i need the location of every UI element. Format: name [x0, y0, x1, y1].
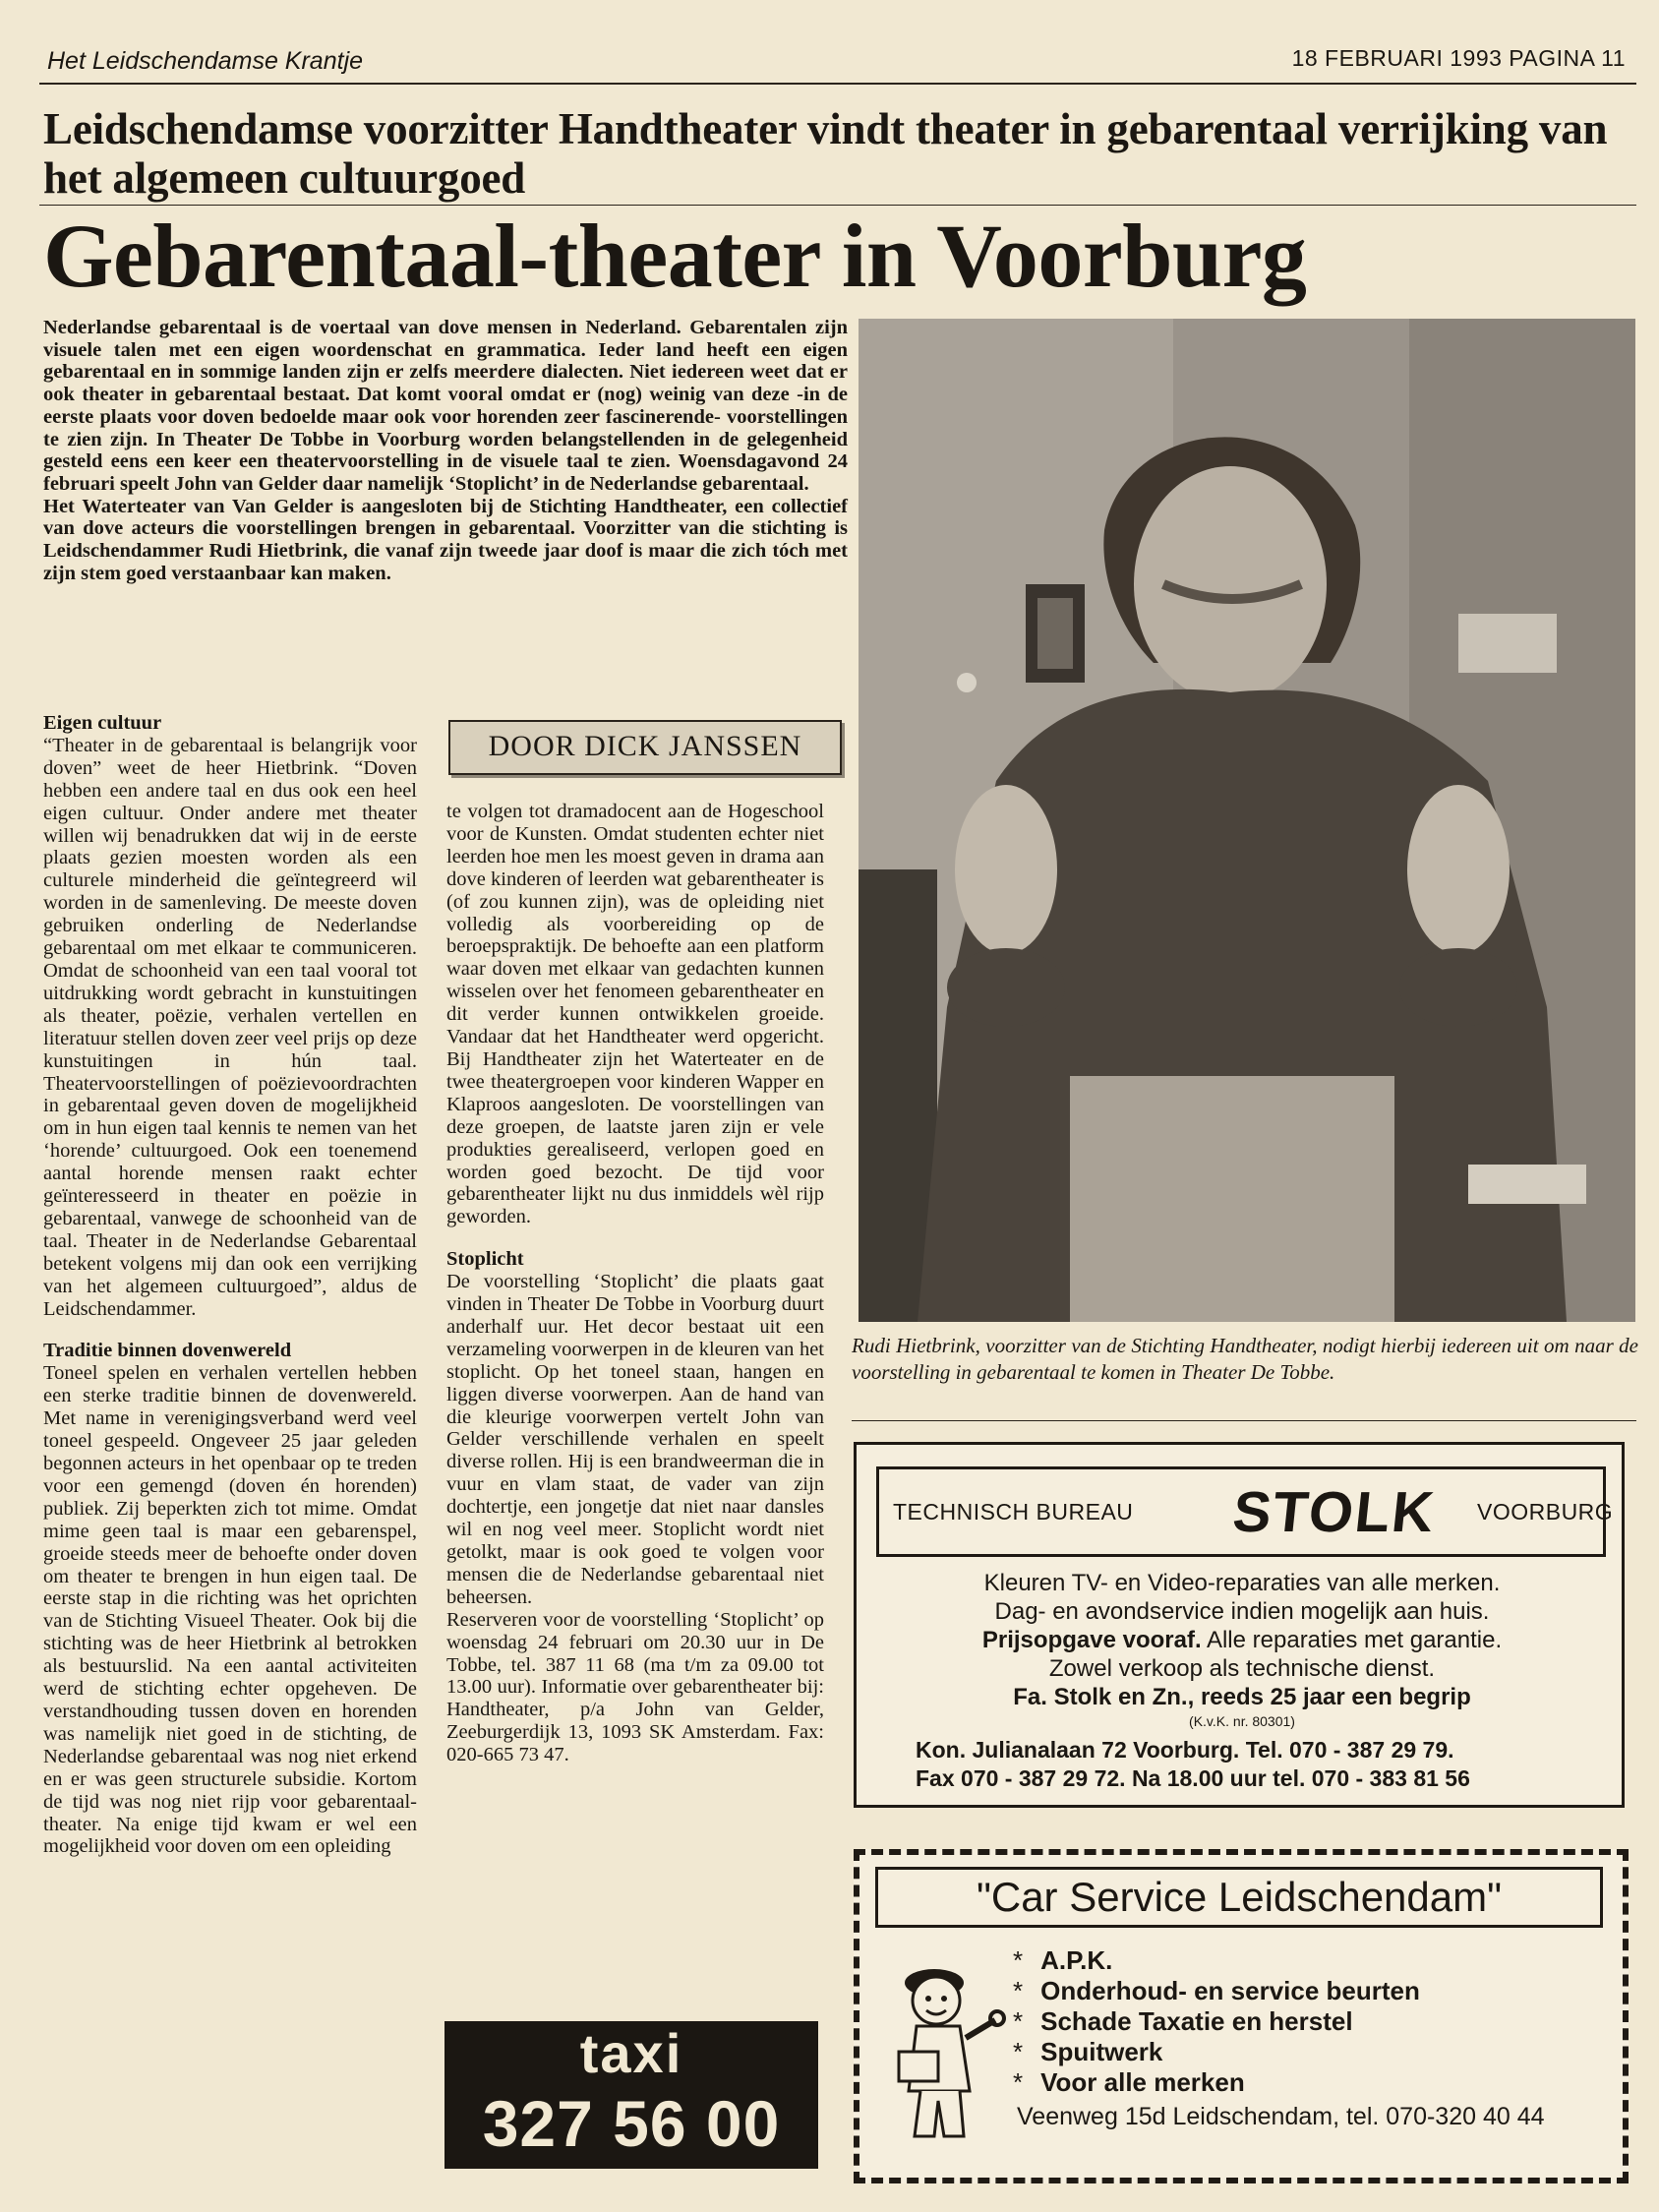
list-item: * Schade Taxatie en herstel [1013, 2006, 1420, 2037]
stolk-address [916, 1736, 1604, 1793]
list-item: * Voor alle merken [1013, 2067, 1420, 2098]
article-photo [859, 319, 1635, 1322]
car-service-list [1013, 1945, 1420, 2098]
byline-box: DOOR DICK JANSSEN [448, 720, 842, 775]
subheading: Stoplicht [446, 1248, 524, 1271]
car-service-title: "Car Service Leidschendam" [875, 1867, 1603, 1928]
portrait-photo-illustration [859, 319, 1635, 1322]
article-headline: Gebarentaal-theater in Voorburg [43, 206, 1307, 306]
body-paragraph: Toneel spelen en verhalen vertellen hebben een sterke traditie binnen de dovenwereld. Met name in verenigingsverband werd veel toneel gespeeld. Ongeveer 25 jaar geleden begonnen acteurs in het openbaar op te treden voor een gemengd (doven én horenden) publiek. Zij beperkten zich tot mime. Omdat mime geen taal is maar een gebarenspel, groeide steeds meer de behoefte onder doven om theater te brengen in hun eigen taal. De eerste stap in die richting was het oprichten van de Stichting Visueel Theater. Ook bij die stichting was de heer Hietbrink al betrokken als bestuurslid. Na een aantal activiteiten werd de stichting echter opgeheven. De verstandhouding tussen doven en horenden was namelijk niet goed in de stichting, de Nederlandse gebarentaal was nog niet erkend en er was geen structurele subsidie. Kortom de tijd was nog niet rijp voor gebarentaal-theater. Na enige tijd kwam er wel een mogelijkheid voor doven om een opleiding [43, 1362, 417, 1858]
masthead-rule [39, 83, 1636, 85]
stolk-line: Kleuren TV- en Video-reparaties van alle merken. [983, 1570, 1501, 1596]
body-paragraph: Reserveren voor de voorstelling ‘Stoplicht’ op woensdag 24 februari om 20.30 uur in De Tobbe, tel. 387 11 68 (ma t/m za 09.00 tot 13.00 uur). Informatie over gebarentheater bij: Handtheater, p/a John van Gelder, Zeeburgerdijk 13, 1093 SK Amsterdam. Fax: 020-665 73 47. [446, 1608, 824, 1766]
car-service-address: Veenweg 15d Leidschendam, tel. 070-320 40 44 [1017, 2103, 1545, 2130]
stolk-logo: STOLK [1229, 1480, 1439, 1544]
car-service-advertisement [854, 1849, 1629, 2183]
page-dateline: 18 FEBRUARI 1993 PAGINA 11 [1291, 45, 1626, 71]
list-item: * Onderhoud- en service beurten [1013, 1976, 1420, 2006]
stolk-advertisement [854, 1442, 1625, 1808]
stolk-header-bar [876, 1466, 1614, 1557]
article-kicker: Leidschendamse voorzitter Handtheater vindt theater in gebarentaal verrijking van het algemeen cultuurgoed [43, 104, 1608, 203]
subheading: Eigen cultuur [43, 712, 162, 734]
taxi-word: taxi [579, 2022, 683, 2084]
stolk-kvk: (K.v.K. nr. 80301) [1189, 1713, 1295, 1729]
intro-paragraph: Het Waterteater van Van Gelder is aangesloten bij de Stichting Handtheater, een collectief van dove acteurs die voorstellingen brengen in gebarentaal. Voorzitter van die stichting is Leidschendammer Rudi Hietbrink, die vanaf zijn tweede jaar doof is maar die zich tóch met zijn stem goed verstaanbaar kan maken. [43, 495, 848, 584]
stolk-header-right: VOORBURG [1477, 1499, 1614, 1524]
taxi-advertisement [444, 2021, 818, 2169]
stolk-header-left: TECHNISCH BUREAU [893, 1499, 1134, 1524]
article-intro [43, 317, 848, 584]
list-item: * A.P.K. [1013, 1945, 1420, 1976]
list-item: * Spuitwerk [1013, 2037, 1420, 2067]
article-column-1 [43, 712, 417, 1858]
stolk-line: Dag- en avondservice indien mogelijk aan huis. [994, 1598, 1490, 1625]
stolk-line: Zowel verkoop als technische dienst. [1048, 1655, 1436, 1682]
photo-caption: Rudi Hietbrink, voorzitter van de Stichting Handtheater, nodigt hierbij iedereen uit om naar de voorstelling in gebarentaal te komen in Theater De Tobbe. [852, 1334, 1638, 1384]
newspaper-name: Het Leidschendamse Krantje [47, 47, 364, 75]
stolk-line-rest: Alle reparaties met garantie. [1201, 1627, 1503, 1653]
body-paragraph: “Theater in de gebarentaal is belangrijk voor doven” weet de heer Hietbrink. “Doven hebben een andere taal en dus ook een heel eigen cultuur. Onder andere met theater willen wij benadrukken dat wij in de eerste plaats gezien moesten worden als een culturele minderheid die geïntegreerd wil worden in de samenleving. De meeste doven gebruiken onderling de Nederlandse gebarentaal om met elkaar te communiceren. Omdat de schoonheid van een taal vooral tot uitdrukking wordt gebracht in kunstuitingen als theater, poëzie, verhalen vertellen en literatuur stellen doven zeer veel prijs op deze kunstuitingen in hún taal. Theatervoorstellingen of poëzievoordrachten in gebarentaal geven doven de mogelijkheid om in hun eigen taal kennis te nemen van het ‘horende’ cultuurgoed. Ook een toenemend aantal horende mensen raakt echter geïnteresseerd in theater en poëzie in gebarentaal, vanwege de schoonheid van de taal. Theater in de Nederlandse Gebarentaal betekent volgens mij dan ook een verrijking van het algemeen cultuurgoed”, aldus de Leidschendammer. [43, 734, 417, 1320]
mechanic-cartoon-icon [879, 1943, 1013, 2150]
stolk-line-bold: Prijsopgave vooraf. [981, 1627, 1202, 1653]
subheading: Traditie binnen dovenwereld [43, 1340, 292, 1362]
section-rule [852, 1420, 1636, 1421]
body-paragraph: De voorstelling ‘Stoplicht’ die plaats gaat vinden in Theater De Tobbe in Voorburg duurt anderhalf uur. Het decor bestaat uit een verzameling voorwerpen in de kleuren van het stoplicht. Op het toneel staan, hangen en liggen diverse voorwerpen. Aan de hand van die kleurige voorwerpen vertelt John van Gelder verschillende verhalen en speelt diverse rollen. Hij is een brandweerman die in vuur en vlam staat, de vader van zijn dochtertje, een jongetje dat niet naar dansles wil en nog veel meer. Stoplicht wordt niet getolkt, maar is ook goed te volgen voor mensen die de Nederlandse gebarentaal niet beheersen. [446, 1271, 824, 1608]
stolk-line [857, 1626, 1628, 1654]
stolk-services [857, 1569, 1628, 1731]
intro-paragraph: Nederlandse gebarentaal is de voertaal van dove mensen in Nederland. Gebarentalen zijn visuele talen met een eigen woordenschat en grammatica. Ieder land heeft een eigen gebarentaal en in sommige landen zijn er zelfs meerdere dialecten. Niet iedereen weet dat er ook theater in gebarentaal bestaat. Dat komt vooral omdat er (nog) weinig van deze -in de eerste plaats voor doven bedoelde maar ook voor horenden zeer fascinerende- voorstellingen te zien zijn. In Theater De Tobbe in Voorburg worden belangstellenden in de gelegenheid gesteld eens een keer een theatervoorstelling in de visuele taal te zien. Woensdagavond 24 februari speelt John van Gelder daar namelijk ‘Stoplicht’ in de Nederlandse gebarentaal. [43, 317, 848, 495]
article-column-2 [446, 801, 824, 1766]
stolk-address-line: Kon. Julianalaan 72 Voorburg. Tel. 070 - 387 29 79. [916, 1737, 1454, 1763]
stolk-address-line: Fax 070 - 387 29 72. Na 18.00 uur tel. 070 - 383 81 56 [916, 1765, 1470, 1791]
stolk-line: Fa. Stolk en Zn., reeds 25 jaar een begrip [1013, 1684, 1471, 1710]
taxi-phone-number: 327 56 00 [482, 2087, 781, 2160]
body-paragraph: te volgen tot dramadocent aan de Hogeschool voor de Kunsten. Omdat studenten echter niet leerden hoe men les moest geven in drama aan dove kinderen of leerden wat gebarentheater is (of zou kunnen zijn), was de opleiding niet volledig als voorbereiding op de beroepspraktijk. De behoefte aan een platform waar doven met elkaar van gedachten kunnen wisselen over het fenomeen gebarentheater en dit verder kunnen ontwikkelen groeide. Vandaar dat het Handtheater werd opgericht. Bij Handtheater zijn het Waterteater en de twee theatergroepen voor kinderen Wapper en Klaproos aangesloten. De voorstellingen van deze groepen, de laatste jaren zijn er vele produkties gerealiseerd, verlopen goed en worden goed bezocht. De tijd voor gebarentheater lijkt nu dus inmiddels wèl rijp geworden. [446, 801, 824, 1228]
